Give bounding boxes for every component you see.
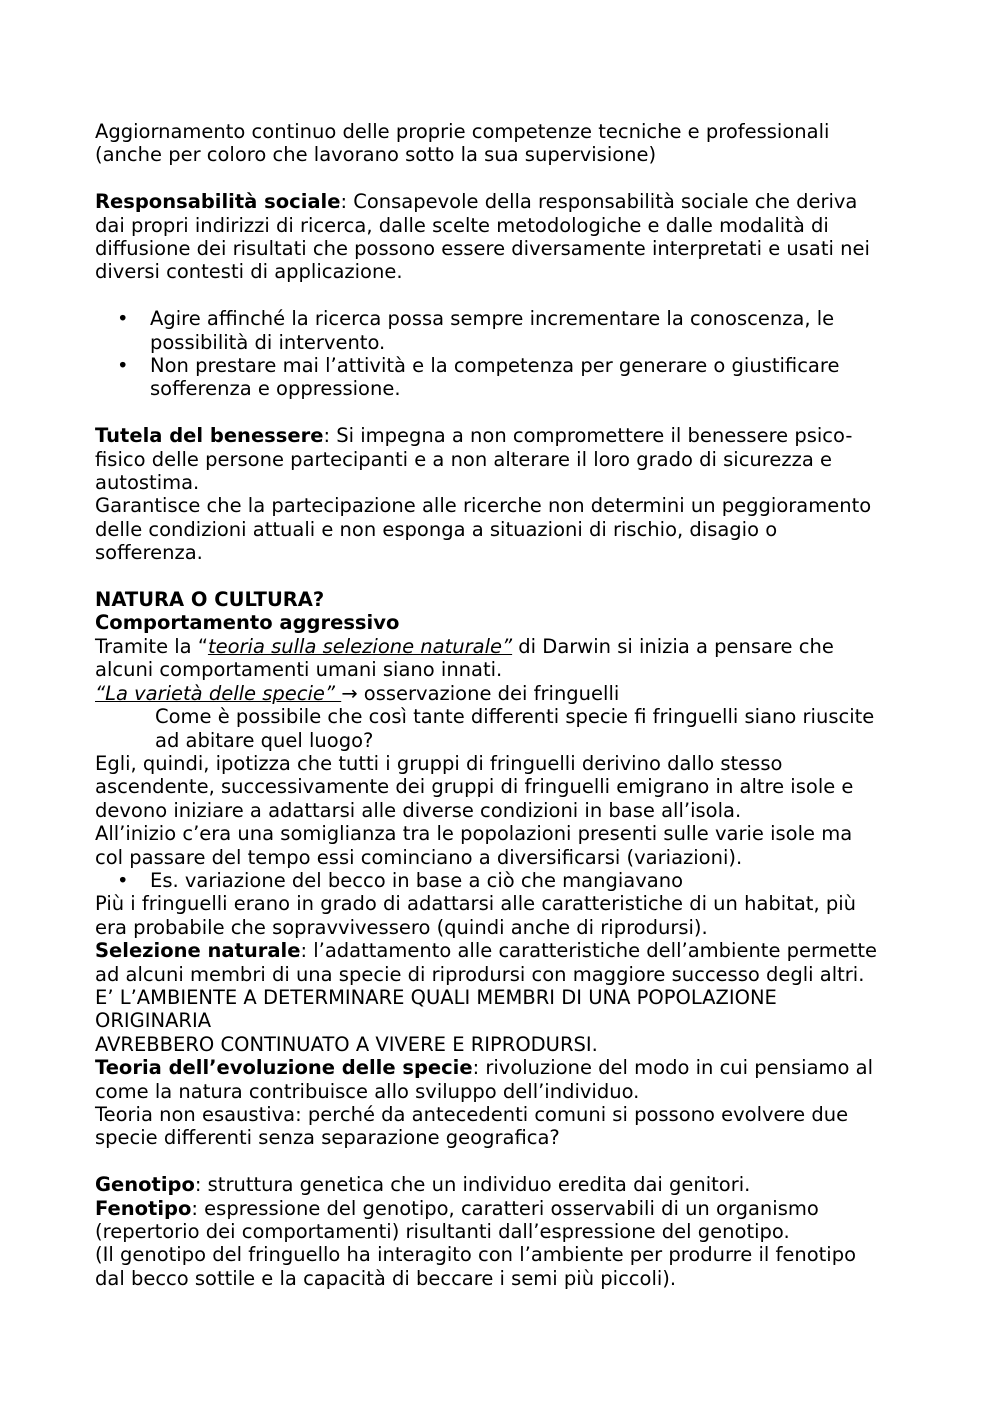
paragraph-aggiornamento xyxy=(95,120,915,167)
paragraph-tutela xyxy=(95,424,915,564)
text-line: ad alcuni membri di una specie di riprodursi con maggiore successo degli altri. xyxy=(95,962,865,986)
text-line: diversi contesti di applicazione. xyxy=(95,260,403,284)
paragraph-genotipo-fenotipo xyxy=(95,1173,915,1290)
text-line: ORIGINARIA xyxy=(95,1009,212,1033)
bullet-icon: • xyxy=(117,354,129,378)
text-line: E’ L’AMBIENTE A DETERMINARE QUALI MEMBRI DI UNA POPOLAZIONE xyxy=(95,985,777,1009)
text-line: : l’adattamento alle caratteristiche dell’ambiente permette xyxy=(300,939,877,963)
text-line: diffusione dei risultati che possono essere diversamente interpretati e usati nei xyxy=(95,237,870,261)
text-line: era probabile che sopravvivessero (quindi anche di riprodursi). xyxy=(95,915,708,939)
section-subheading: Comportamento aggressivo xyxy=(95,611,400,635)
text-line: All’inizio c’era una somiglianza tra le popolazioni presenti sulle varie isole ma xyxy=(95,822,853,846)
text-line: dal becco sottile e la capacità di beccare i semi più piccoli). xyxy=(95,1266,677,1290)
term-fenotipo: Fenotipo xyxy=(95,1196,192,1220)
bullet-icon: • xyxy=(117,307,129,331)
text-line: sofferenza. xyxy=(95,541,203,565)
text-line: (Il genotipo del fringuello ha interagito con l’ambiente per produrre il fenotipo xyxy=(95,1243,857,1267)
text-line: col passare del tempo essi cominciano a diversificarsi (variazioni). xyxy=(95,845,743,869)
text-line: devono iniziare a adattarsi alle diverse condizioni in base all’isola. xyxy=(95,798,742,822)
bullet-list-responsabilita xyxy=(95,307,915,401)
text-line: Come è possibile che così tante differenti specie fi fringuelli siano riuscite xyxy=(155,705,875,729)
text-line: Es. variazione del becco in base a ciò che mangiavano xyxy=(150,868,684,892)
bullet-list-esempio xyxy=(95,869,915,892)
paragraph-responsabilita xyxy=(95,190,915,284)
term-teoria-evoluzione: Teoria dell’evoluzione delle specie xyxy=(95,1056,473,1080)
text-line: : struttura genetica che un individuo eredita dai genitori. xyxy=(194,1173,751,1197)
text-line: Non prestare mai l’attività e la competenza per generare o giustificare xyxy=(150,354,840,378)
document-body xyxy=(95,120,915,1290)
term-tutela-benessere: Tutela del benessere xyxy=(95,424,324,448)
text-line: Più i fringuelli erano in grado di adattarsi alle caratteristiche di un habitat, più xyxy=(95,892,856,916)
text-line: : Si impegna a non compromettere il benessere psico- xyxy=(323,424,853,448)
text-line: alcuni comportamenti umani siano innati. xyxy=(95,658,503,682)
paragraph-ipotesi xyxy=(95,752,915,869)
text-line: (repertorio dei comportamenti) risultanti dall’espressione del genotipo. xyxy=(95,1220,790,1244)
text-line: Aggiornamento continuo delle proprie competenze tecniche e professionali xyxy=(95,120,830,143)
text-line: autostima. xyxy=(95,471,200,495)
text-line: Agire affinché la ricerca possa sempre incrementare la conoscenza, le xyxy=(150,307,835,331)
text-line: (anche per coloro che lavorano sotto la sua supervisione) xyxy=(95,143,657,167)
section-natura-cultura xyxy=(95,588,915,705)
text-segment: di Darwin si inizia a pensare che xyxy=(512,634,834,658)
list-item xyxy=(95,869,915,892)
text-line: Teoria non esaustiva: perché da antecedenti comuni si possono evolvere due xyxy=(95,1103,849,1126)
list-item xyxy=(95,307,915,354)
text-line: : rivoluzione del modo in cui pensiamo al xyxy=(472,1056,874,1080)
text-line: ad abitare quel luogo? xyxy=(155,728,374,752)
text-segment: Tramite la “ xyxy=(95,634,208,658)
paragraph-selezione xyxy=(95,892,915,1149)
text-line: delle condizioni attuali e non esponga a situazioni di rischio, disagio o xyxy=(95,517,778,541)
list-item xyxy=(95,354,915,401)
text-line: specie differenti senza separazione geografica? xyxy=(95,1126,560,1150)
text-line: Garantisce che la partecipazione alle ricerche non determini un peggioramento xyxy=(95,494,872,518)
section-heading: NATURA O CULTURA? xyxy=(95,588,325,612)
text-line: sofferenza e oppressione. xyxy=(150,377,401,401)
text-line: ascendente, successivamente dei gruppi di fringuelli emigrano in altre isole e xyxy=(95,775,854,799)
text-line: : Consapevole della responsabilità sociale che deriva xyxy=(340,190,858,214)
term-responsabilita-sociale: Responsabilità sociale xyxy=(95,190,341,214)
text-line: AVREBBERO CONTINUATO A VIVERE E RIPRODURSI. xyxy=(95,1032,598,1056)
text-segment: osservazione dei fringuelli xyxy=(357,681,620,705)
text-line: : espressione del genotipo, caratteri osservabili di un organismo xyxy=(191,1196,819,1220)
text-line: come la natura contribuisce allo sviluppo dell’individuo. xyxy=(95,1079,640,1103)
term-genotipo: Genotipo xyxy=(95,1173,195,1197)
indented-question xyxy=(95,705,915,752)
term-selezione-naturale: Selezione naturale xyxy=(95,939,301,963)
text-line: possibilità di intervento. xyxy=(150,330,386,354)
text-line: Egli, quindi, ipotizza che tutti i gruppi di fringuelli derivino dallo stesso xyxy=(95,751,783,775)
text-line: dai propri indirizzi di ricerca, dalle scelte metodologiche e dalle modalità di xyxy=(95,213,829,237)
darwin-theory-reference: teoria sulla selezione naturale” xyxy=(207,634,513,658)
bullet-icon: • xyxy=(117,868,129,892)
varieta-specie-reference: “La varietà delle specie” xyxy=(95,681,342,705)
arrow-right-icon: → xyxy=(341,681,358,705)
text-line: fisico delle persone partecipanti e a non alterare il loro grado di sicurezza e xyxy=(95,447,832,471)
